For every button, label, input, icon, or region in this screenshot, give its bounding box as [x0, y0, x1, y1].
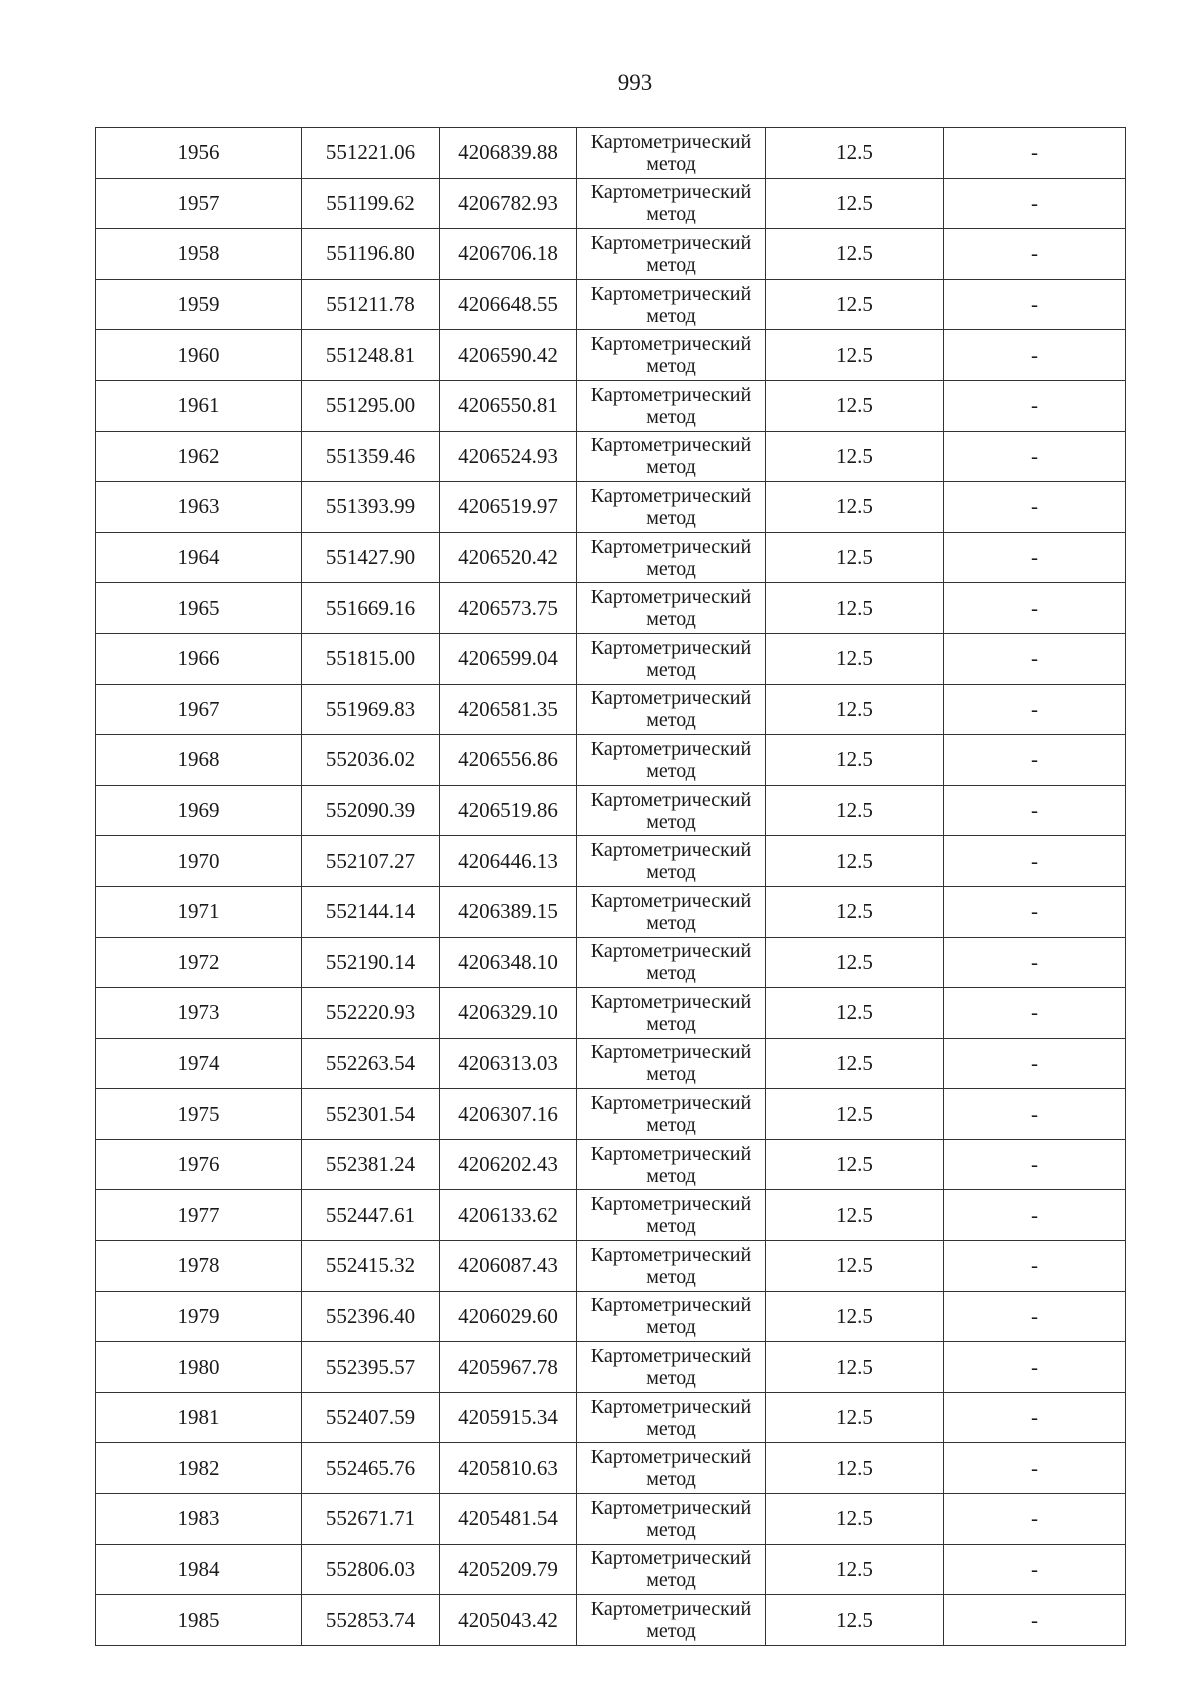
table-row [96, 684, 1126, 735]
y-coordinate-cell: 4206307.16 [440, 1089, 577, 1140]
y-coordinate-cell: 4206550.81 [440, 380, 577, 431]
method-cell: Картометрический метод [577, 1443, 766, 1494]
precision-cell: 12.5 [766, 937, 944, 988]
point-number-cell: 1970 [96, 836, 302, 887]
x-coordinate-cell: 552090.39 [302, 785, 440, 836]
note-cell: - [944, 1241, 1126, 1292]
precision-cell: 12.5 [766, 633, 944, 684]
precision-cell: 12.5 [766, 1494, 944, 1545]
precision-cell: 12.5 [766, 886, 944, 937]
precision-cell: 12.5 [766, 1595, 944, 1646]
precision-cell: 12.5 [766, 988, 944, 1039]
x-coordinate-cell: 551969.83 [302, 684, 440, 735]
note-cell: - [944, 1494, 1126, 1545]
precision-cell: 12.5 [766, 1089, 944, 1140]
x-coordinate-cell: 551669.16 [302, 583, 440, 634]
y-coordinate-cell: 4205481.54 [440, 1494, 577, 1545]
table-row [96, 886, 1126, 937]
precision-cell: 12.5 [766, 532, 944, 583]
table-row [96, 532, 1126, 583]
precision-cell: 12.5 [766, 1139, 944, 1190]
precision-cell: 12.5 [766, 482, 944, 533]
precision-cell: 12.5 [766, 1342, 944, 1393]
table-row [96, 1494, 1126, 1545]
y-coordinate-cell: 4206581.35 [440, 684, 577, 735]
x-coordinate-cell: 551196.80 [302, 229, 440, 280]
x-coordinate-cell: 552190.14 [302, 937, 440, 988]
table-row [96, 1291, 1126, 1342]
note-cell: - [944, 482, 1126, 533]
table-row [96, 785, 1126, 836]
precision-cell: 12.5 [766, 431, 944, 482]
method-cell: Картометрический метод [577, 482, 766, 533]
method-cell: Картометрический метод [577, 1544, 766, 1595]
y-coordinate-cell: 4206556.86 [440, 735, 577, 786]
note-cell: - [944, 1342, 1126, 1393]
point-number-cell: 1985 [96, 1595, 302, 1646]
point-number-cell: 1983 [96, 1494, 302, 1545]
x-coordinate-cell: 551393.99 [302, 482, 440, 533]
note-cell: - [944, 937, 1126, 988]
note-cell: - [944, 583, 1126, 634]
y-coordinate-cell: 4205209.79 [440, 1544, 577, 1595]
note-cell: - [944, 1139, 1126, 1190]
x-coordinate-cell: 552301.54 [302, 1089, 440, 1140]
table-row [96, 1342, 1126, 1393]
table-row [96, 431, 1126, 482]
method-cell: Картометрический метод [577, 1291, 766, 1342]
table-row [96, 1544, 1126, 1595]
note-cell: - [944, 633, 1126, 684]
y-coordinate-cell: 4206329.10 [440, 988, 577, 1039]
x-coordinate-cell: 552395.57 [302, 1342, 440, 1393]
method-cell: Картометрический метод [577, 886, 766, 937]
x-coordinate-cell: 552806.03 [302, 1544, 440, 1595]
note-cell: - [944, 431, 1126, 482]
x-coordinate-cell: 551295.00 [302, 380, 440, 431]
point-number-cell: 1969 [96, 785, 302, 836]
x-coordinate-cell: 552107.27 [302, 836, 440, 887]
note-cell: - [944, 532, 1126, 583]
point-number-cell: 1980 [96, 1342, 302, 1393]
point-number-cell: 1974 [96, 1038, 302, 1089]
page-number: 993 [617, 70, 653, 95]
note-cell: - [944, 735, 1126, 786]
point-number-cell: 1972 [96, 937, 302, 988]
point-number-cell: 1957 [96, 178, 302, 229]
point-number-cell: 1978 [96, 1241, 302, 1292]
note-cell: - [944, 380, 1126, 431]
method-cell: Картометрический метод [577, 330, 766, 381]
method-cell: Картометрический метод [577, 279, 766, 330]
y-coordinate-cell: 4206599.04 [440, 633, 577, 684]
y-coordinate-cell: 4206706.18 [440, 229, 577, 280]
note-cell: - [944, 1392, 1126, 1443]
method-cell: Картометрический метод [577, 988, 766, 1039]
x-coordinate-cell: 552220.93 [302, 988, 440, 1039]
y-coordinate-cell: 4205043.42 [440, 1595, 577, 1646]
x-coordinate-cell: 552263.54 [302, 1038, 440, 1089]
x-coordinate-cell: 551815.00 [302, 633, 440, 684]
y-coordinate-cell: 4206389.15 [440, 886, 577, 937]
table-row [96, 1139, 1126, 1190]
x-coordinate-cell: 552465.76 [302, 1443, 440, 1494]
x-coordinate-cell: 552381.24 [302, 1139, 440, 1190]
method-cell: Картометрический метод [577, 633, 766, 684]
point-number-cell: 1971 [96, 886, 302, 937]
note-cell: - [944, 178, 1126, 229]
note-cell: - [944, 1089, 1126, 1140]
point-number-cell: 1964 [96, 532, 302, 583]
precision-cell: 12.5 [766, 735, 944, 786]
precision-cell: 12.5 [766, 330, 944, 381]
x-coordinate-cell: 552853.74 [302, 1595, 440, 1646]
table-row [96, 1089, 1126, 1140]
point-number-cell: 1962 [96, 431, 302, 482]
note-cell: - [944, 684, 1126, 735]
table-row [96, 1595, 1126, 1646]
method-cell: Картометрический метод [577, 1595, 766, 1646]
method-cell: Картометрический метод [577, 1190, 766, 1241]
x-coordinate-cell: 552447.61 [302, 1190, 440, 1241]
x-coordinate-cell: 551427.90 [302, 532, 440, 583]
point-number-cell: 1982 [96, 1443, 302, 1494]
note-cell: - [944, 836, 1126, 887]
table-row [96, 735, 1126, 786]
point-number-cell: 1963 [96, 482, 302, 533]
table-row [96, 380, 1126, 431]
y-coordinate-cell: 4206590.42 [440, 330, 577, 381]
table-row [96, 229, 1126, 280]
precision-cell: 12.5 [766, 1544, 944, 1595]
x-coordinate-cell: 551359.46 [302, 431, 440, 482]
method-cell: Картометрический метод [577, 1089, 766, 1140]
table-row [96, 836, 1126, 887]
coordinates-table-body [96, 128, 1126, 1646]
point-number-cell: 1984 [96, 1544, 302, 1595]
note-cell: - [944, 1291, 1126, 1342]
precision-cell: 12.5 [766, 1392, 944, 1443]
precision-cell: 12.5 [766, 279, 944, 330]
method-cell: Картометрический метод [577, 532, 766, 583]
point-number-cell: 1975 [96, 1089, 302, 1140]
table-row [96, 988, 1126, 1039]
method-cell: Картометрический метод [577, 1494, 766, 1545]
point-number-cell: 1959 [96, 279, 302, 330]
method-cell: Картометрический метод [577, 1342, 766, 1393]
x-coordinate-cell: 551248.81 [302, 330, 440, 381]
precision-cell: 12.5 [766, 128, 944, 179]
precision-cell: 12.5 [766, 836, 944, 887]
note-cell: - [944, 229, 1126, 280]
method-cell: Картометрический метод [577, 431, 766, 482]
method-cell: Картометрический метод [577, 178, 766, 229]
method-cell: Картометрический метод [577, 380, 766, 431]
method-cell: Картометрический метод [577, 1241, 766, 1292]
note-cell: - [944, 330, 1126, 381]
point-number-cell: 1965 [96, 583, 302, 634]
table-row [96, 1038, 1126, 1089]
method-cell: Картометрический метод [577, 583, 766, 634]
y-coordinate-cell: 4206782.93 [440, 178, 577, 229]
table-row [96, 1392, 1126, 1443]
method-cell: Картометрический метод [577, 1038, 766, 1089]
method-cell: Картометрический метод [577, 735, 766, 786]
point-number-cell: 1973 [96, 988, 302, 1039]
precision-cell: 12.5 [766, 229, 944, 280]
point-number-cell: 1981 [96, 1392, 302, 1443]
point-number-cell: 1961 [96, 380, 302, 431]
x-coordinate-cell: 551199.62 [302, 178, 440, 229]
table-row [96, 633, 1126, 684]
point-number-cell: 1960 [96, 330, 302, 381]
y-coordinate-cell: 4205810.63 [440, 1443, 577, 1494]
note-cell: - [944, 1443, 1126, 1494]
method-cell: Картометрический метод [577, 128, 766, 179]
table-row [96, 1241, 1126, 1292]
y-coordinate-cell: 4206202.43 [440, 1139, 577, 1190]
coordinates-table [95, 127, 1126, 1646]
table-row [96, 128, 1126, 179]
precision-cell: 12.5 [766, 684, 944, 735]
y-coordinate-cell: 4206519.97 [440, 482, 577, 533]
y-coordinate-cell: 4205967.78 [440, 1342, 577, 1393]
note-cell: - [944, 1595, 1126, 1646]
y-coordinate-cell: 4206524.93 [440, 431, 577, 482]
precision-cell: 12.5 [766, 1241, 944, 1292]
table-row [96, 583, 1126, 634]
point-number-cell: 1967 [96, 684, 302, 735]
method-cell: Картометрический метод [577, 937, 766, 988]
precision-cell: 12.5 [766, 178, 944, 229]
x-coordinate-cell: 551221.06 [302, 128, 440, 179]
y-coordinate-cell: 4206839.88 [440, 128, 577, 179]
y-coordinate-cell: 4206087.43 [440, 1241, 577, 1292]
precision-cell: 12.5 [766, 1038, 944, 1089]
note-cell: - [944, 785, 1126, 836]
y-coordinate-cell: 4206446.13 [440, 836, 577, 887]
note-cell: - [944, 886, 1126, 937]
y-coordinate-cell: 4206519.86 [440, 785, 577, 836]
point-number-cell: 1968 [96, 735, 302, 786]
note-cell: - [944, 1544, 1126, 1595]
point-number-cell: 1979 [96, 1291, 302, 1342]
method-cell: Картометрический метод [577, 1392, 766, 1443]
note-cell: - [944, 279, 1126, 330]
table-row [96, 178, 1126, 229]
method-cell: Картометрический метод [577, 785, 766, 836]
precision-cell: 12.5 [766, 1443, 944, 1494]
y-coordinate-cell: 4206133.62 [440, 1190, 577, 1241]
point-number-cell: 1956 [96, 128, 302, 179]
table-row [96, 482, 1126, 533]
method-cell: Картометрический метод [577, 836, 766, 887]
y-coordinate-cell: 4206573.75 [440, 583, 577, 634]
x-coordinate-cell: 552407.59 [302, 1392, 440, 1443]
y-coordinate-cell: 4206520.42 [440, 532, 577, 583]
x-coordinate-cell: 552415.32 [302, 1241, 440, 1292]
note-cell: - [944, 988, 1126, 1039]
x-coordinate-cell: 552396.40 [302, 1291, 440, 1342]
y-coordinate-cell: 4205915.34 [440, 1392, 577, 1443]
note-cell: - [944, 128, 1126, 179]
x-coordinate-cell: 552036.02 [302, 735, 440, 786]
precision-cell: 12.5 [766, 785, 944, 836]
table-row [96, 279, 1126, 330]
precision-cell: 12.5 [766, 1291, 944, 1342]
table-row [96, 1190, 1126, 1241]
precision-cell: 12.5 [766, 1190, 944, 1241]
table-row [96, 937, 1126, 988]
note-cell: - [944, 1190, 1126, 1241]
x-coordinate-cell: 552144.14 [302, 886, 440, 937]
precision-cell: 12.5 [766, 583, 944, 634]
point-number-cell: 1958 [96, 229, 302, 280]
y-coordinate-cell: 4206648.55 [440, 279, 577, 330]
point-number-cell: 1976 [96, 1139, 302, 1190]
x-coordinate-cell: 552671.71 [302, 1494, 440, 1545]
y-coordinate-cell: 4206348.10 [440, 937, 577, 988]
point-number-cell: 1966 [96, 633, 302, 684]
precision-cell: 12.5 [766, 380, 944, 431]
method-cell: Картометрический метод [577, 1139, 766, 1190]
method-cell: Картометрический метод [577, 229, 766, 280]
y-coordinate-cell: 4206313.03 [440, 1038, 577, 1089]
x-coordinate-cell: 551211.78 [302, 279, 440, 330]
method-cell: Картометрический метод [577, 684, 766, 735]
y-coordinate-cell: 4206029.60 [440, 1291, 577, 1342]
point-number-cell: 1977 [96, 1190, 302, 1241]
table-row [96, 330, 1126, 381]
note-cell: - [944, 1038, 1126, 1089]
table-row [96, 1443, 1126, 1494]
